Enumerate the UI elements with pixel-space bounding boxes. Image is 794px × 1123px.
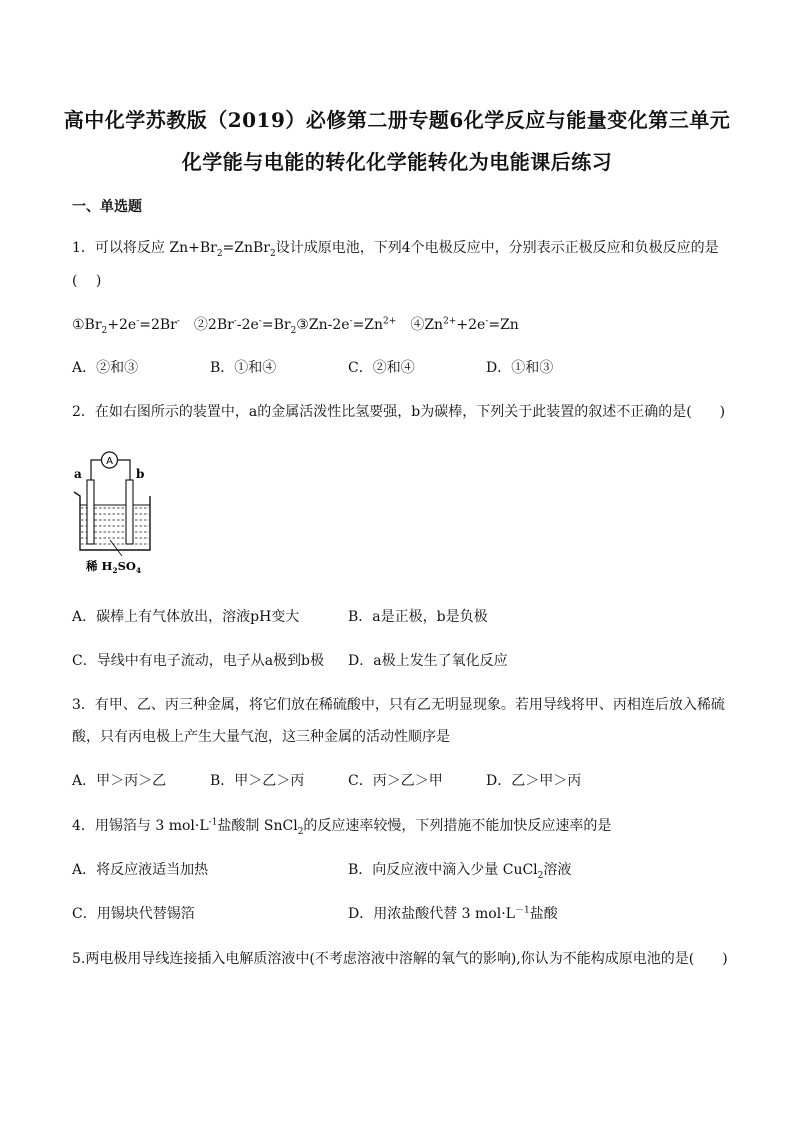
q3-stem-line-2: 酸，只有丙电极上产生大量气泡，这三种金属的活动性顺序是 — [72, 729, 450, 745]
title-line-2: 化学能与电能的转化化学能转化为电能课后练习 — [181, 150, 613, 174]
section-heading: 一、单选题 — [72, 199, 142, 215]
q1-stem: 1．可以将反应 $Zn+Br_2=ZnBr_2$设计成原电池，下列4个电极反应中，分别表示正极反应和负极反应的是 — [72, 240, 719, 259]
q3-option-b[interactable]: B．甲＞乙＞丙 — [210, 773, 305, 789]
q4-option-c[interactable]: C．用锡块代替锡箔 — [72, 906, 195, 922]
q2-option-b[interactable]: B．a是正极，b是负极 — [348, 609, 488, 625]
q2-option-a[interactable]: A．碳棒上有气体放出，溶液pH变大 — [72, 609, 300, 625]
electrode-a-label: a — [74, 467, 82, 481]
q3-option-d[interactable]: D．乙＞甲＞丙 — [486, 773, 582, 789]
q1-option-b[interactable]: B．①和④ — [210, 360, 277, 376]
q3-option-c[interactable]: C．丙＞乙＞甲 — [348, 773, 443, 789]
q2-option-d[interactable]: D．a极上发生了氧化反应 — [348, 653, 508, 669]
q1-option-c[interactable]: C．②和④ — [348, 360, 415, 376]
q3-option-a[interactable]: A．甲＞丙＞乙 — [72, 773, 167, 789]
q4-option-a[interactable]: A．将反应液适当加热 — [72, 862, 209, 878]
title-line-1: 高中化学苏教版（2019）必修第二册专题6化学反应与能量变化第三单元 — [63, 108, 731, 132]
q2-stem: 2．在如右图所示的装置中，a的金属活泼性比氢要强，b为碳棒，下列关于此装置的叙述不正确的是( ) — [72, 404, 726, 420]
q4-option-d[interactable]: D．用浓盐酸代替 3 $mol\cdot L^{-1}$盐酸 — [348, 905, 558, 922]
electrode-b — [126, 480, 133, 544]
q2-option-c[interactable]: C．导线中有电子流动，电子从a极到b极 — [72, 653, 325, 669]
beaker-icon — [74, 492, 150, 550]
q1-option-a[interactable]: A．②和③ — [72, 360, 139, 376]
q1-option-d[interactable]: D．①和③ — [486, 360, 554, 376]
q5-stem: 5.两电极用导线连接插入电解质溶液中(不考虑溶液中溶解的氧气的影响),你认为不能构成原电池的是( ) — [72, 951, 728, 967]
q1-paren: ( ) — [72, 273, 102, 289]
ammeter-label: A — [106, 456, 113, 467]
q4-option-b[interactable]: B．向反应液中滴入少量 CuCl$_2$溶液 — [348, 862, 572, 881]
electrolysis-apparatus-figure — [64, 440, 164, 576]
q3-stem-line-1: 3．有甲、乙、丙三种金属，将它们放在稀硫酸中，只有乙无明显现象。若用导线将甲、丙相连后放入稀硫 — [72, 697, 725, 713]
electrode-b-label: b — [136, 467, 145, 481]
solution-label: 稀 $H_2SO_4$ — [86, 559, 142, 575]
q1-reactions: $①Br_2+2e^-=2Br^-$ $②2Br^--2e^-=Br_2③Zn-2e^-=Zn^{2+}$ $④Zn^{2+}+2e^-=Zn$ — [72, 316, 519, 336]
q4-stem: 4．用锡箔与 3 $mol\cdot L^{-1}$盐酸制 SnCl$_2$的反应速率较慢，下列措施不能加快反应速率的是 — [72, 817, 612, 837]
electrode-a — [87, 480, 94, 544]
